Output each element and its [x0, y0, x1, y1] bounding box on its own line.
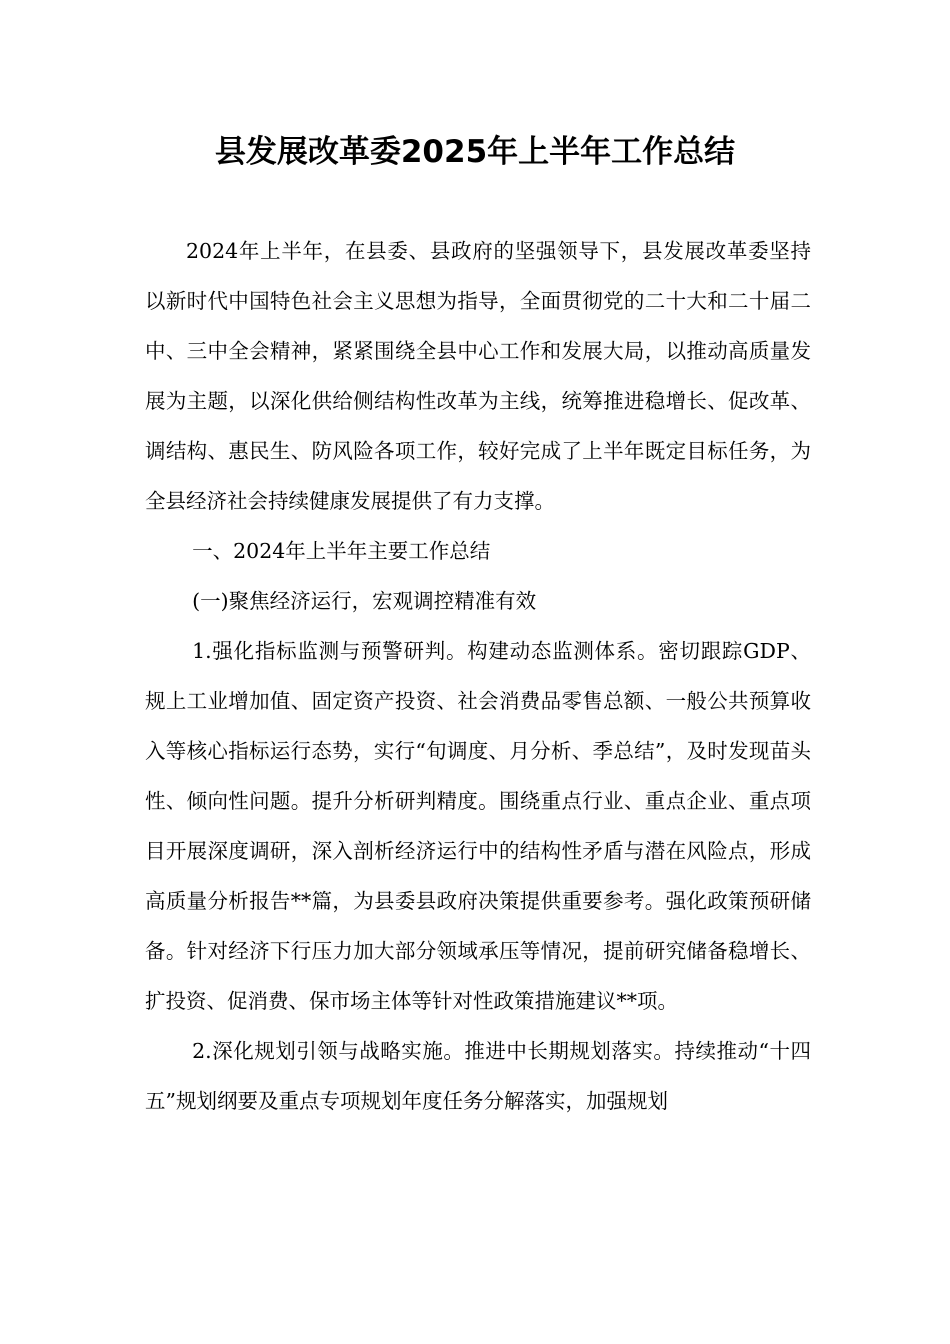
- document-title: 县发展改革委2025年上半年工作总结: [214, 134, 736, 170]
- document-body: [145, 226, 811, 1126]
- intro-paragraph: 2024年上半年，在县委、县政府的坚强领导下，县发展改革委坚持以新时代中国特色社会主义思想为指导，全面贯彻党的二十大和二十届二中、三中全会精神，紧紧围绕全县中心工作和发展大局，以推动高质量发展为主题，以深化供给侧结构性改革为主线，统筹推进稳增长、促改革、调结构、惠民生、防风险各项工作，较好完成了上半年既定目标任务，为全县经济社会持续健康发展提供了有力支撑。: [145, 239, 811, 513]
- subsection-heading: (一)聚焦经济运行，宏观调控精准有效: [192, 589, 537, 613]
- section-heading: 一、2024年上半年主要工作总结: [192, 539, 491, 563]
- item-paragraph-1: 1.强化指标监测与预警研判。构建动态监测体系。密切跟踪GDP、规上工业增加值、固定资产投资、社会消费品零售总额、一般公共预算收入等核心指标运行态势，实行“旬调度、月分析、季总结”，及时发现苗头性、倾向性问题。提升分析研判精度。围绕重点行业、重点企业、重点项目开展深度调研，深入剖析经济运行中的结构性矛盾与潜在风险点，形成高质量分析报告**篇，为县委县政府决策提供重要参考。强化政策预研储备。针对经济下行压力加大部分领域承压等情况，提前研究储备稳增长、扩投资、促消费、保市场主体等针对性政策措施建议**项。: [145, 639, 811, 1013]
- item-paragraph-2: 2.深化规划引领与战略实施。推进中长期规划落实。持续推动“十四五”规划纲要及重点专项规划年度任务分解落实，加强规划: [145, 1039, 811, 1113]
